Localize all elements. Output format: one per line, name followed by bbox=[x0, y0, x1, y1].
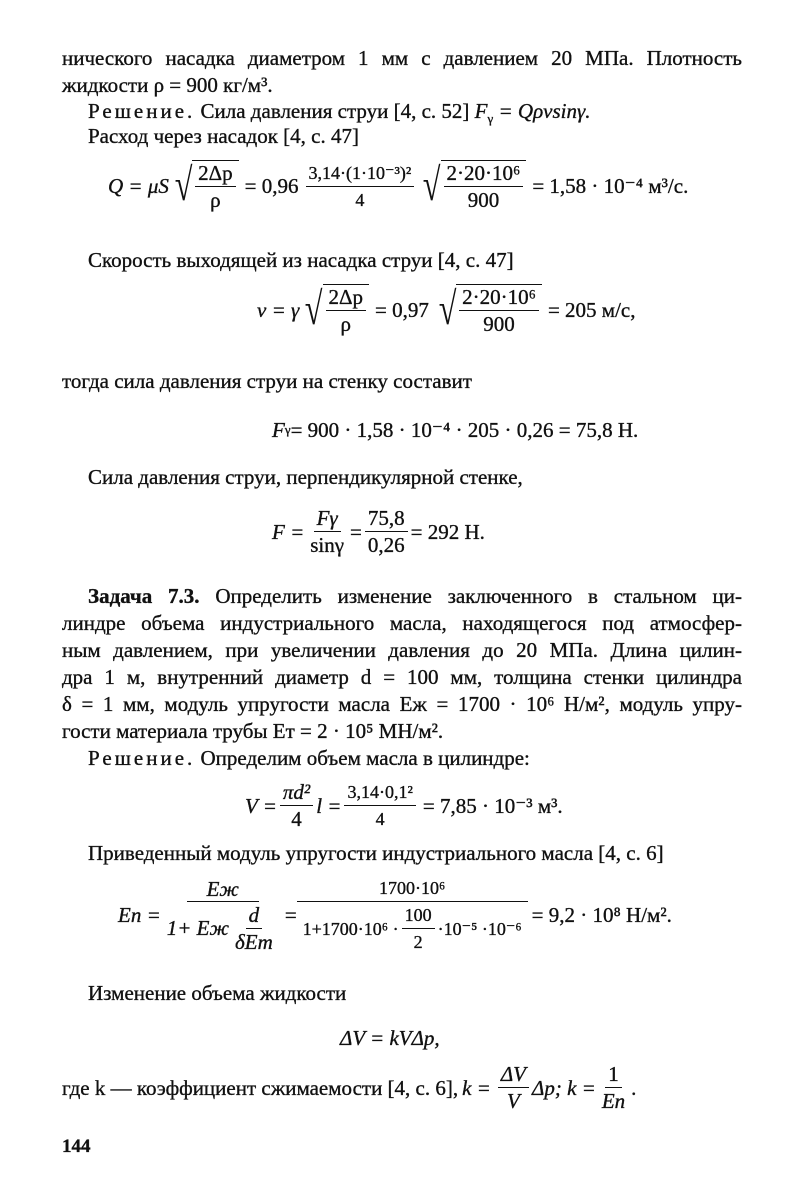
formula-text: = bbox=[284, 903, 297, 927]
formula-text: k = bbox=[462, 1075, 491, 1100]
numerator: 2·20·10⁶ bbox=[444, 161, 524, 187]
sqrt: √ $\frac{2\Delta p}{\rho}$ bbox=[171, 160, 239, 212]
formula-text: = 0,97 bbox=[375, 298, 429, 322]
formula-text: ΔV = kVΔp, bbox=[340, 1026, 440, 1050]
text-line: нического насадка диаметром 1 мм с давлением 20 МПа. Плотность bbox=[62, 46, 742, 70]
formula-result: = 292 Н. bbox=[410, 519, 485, 544]
formula-flow-rate bbox=[108, 160, 692, 212]
formula-text: Δp; k = bbox=[532, 1075, 596, 1100]
page-number: 144 bbox=[62, 1136, 91, 1157]
denominator: 0,26 bbox=[367, 533, 405, 557]
formula-result: = 7,85 · 10⁻³ м³. bbox=[422, 793, 563, 818]
denominator: ρ bbox=[340, 312, 352, 336]
numerator: ΔV bbox=[498, 1062, 529, 1088]
numerator: 1700·10⁶ bbox=[297, 876, 528, 902]
formula-text: V = bbox=[245, 793, 277, 818]
sqrt: √ $\frac{2\Delta p}{\rho}$ bbox=[301, 284, 369, 336]
text: где k — коэффициент сжимаемости [4, с. 6], bbox=[62, 1075, 459, 1100]
numerator: 3,14·(1·10⁻³)² bbox=[306, 161, 415, 187]
denominator: 2 bbox=[413, 932, 423, 952]
formula-text: = 0,96 bbox=[244, 174, 299, 198]
numerator: 1 bbox=[605, 1062, 622, 1088]
text-line: тогда сила давления струи на стенку составит bbox=[62, 369, 472, 393]
numerator: πd² bbox=[280, 780, 313, 806]
solution-label: Решение. bbox=[88, 99, 196, 123]
text-line: дра 1 м, внутренний диаметр d = 100 мм, толщина стенки цилиндра bbox=[62, 665, 742, 689]
numerator: 2·20·10⁶ bbox=[459, 285, 539, 311]
numerator: Fγ bbox=[314, 506, 341, 532]
text-line: Скорость выходящей из насадка струи [4, с. 47] bbox=[88, 248, 514, 272]
sqrt: √ $\frac{\text{2·20·10⁶}}{900}$ bbox=[419, 160, 526, 212]
numerator: 75,8 bbox=[365, 506, 408, 532]
text-line: жидкости ρ = 900 кг/м³. bbox=[62, 73, 273, 97]
denominator: ρ bbox=[210, 188, 221, 212]
text: Сила давления струи [4, с. 52] bbox=[195, 99, 475, 123]
solution-label: Решение. bbox=[88, 746, 196, 770]
formula-result: = 9,2 · 10⁸ Н/м². bbox=[531, 903, 672, 927]
formula-text: v = γ bbox=[257, 298, 300, 322]
denominator: 4 bbox=[375, 809, 385, 829]
denominator: 4 bbox=[291, 807, 302, 831]
text-line bbox=[88, 583, 742, 609]
denominator: Eп bbox=[601, 1089, 626, 1113]
formula-text: . bbox=[631, 1075, 637, 1100]
formula-text: F bbox=[272, 418, 285, 442]
formula-result: = 205 м/с, bbox=[547, 298, 636, 322]
text: F bbox=[474, 99, 488, 123]
numerator: 2Δp bbox=[326, 285, 367, 311]
numerator: d bbox=[246, 903, 263, 929]
formula-volume-change bbox=[340, 1026, 440, 1050]
numerator: 100 bbox=[402, 903, 435, 929]
text-line: Приведенный модуль упругости индустриального масла [4, с. 6] bbox=[88, 841, 664, 865]
text-line: гости материала трубы Eт = 2 · 10⁵ МН/м². bbox=[62, 719, 444, 743]
numerator: Eж bbox=[187, 877, 259, 902]
formula-text: = bbox=[350, 519, 362, 544]
problem-label: Задача 7.3. bbox=[88, 584, 200, 608]
sqrt: √ $\frac{\text{2·20·10⁶}}{900}$ bbox=[435, 284, 542, 336]
formula-jet-force bbox=[272, 418, 638, 442]
text-line: δ = 1 мм, модуль упругости масла Eж = 1700 · 10⁶ Н/м², модуль упру- bbox=[62, 692, 742, 716]
formula-velocity bbox=[257, 284, 640, 336]
text: = Qρvsinγ. bbox=[493, 99, 591, 123]
formula-text: 1+ Eж bbox=[166, 916, 230, 940]
text: γ bbox=[487, 111, 494, 127]
formula-text: 1+1700·10⁶ · bbox=[302, 918, 399, 939]
text-line: Изменение объема жидкости bbox=[88, 981, 347, 1005]
formula-text: F = bbox=[272, 519, 305, 544]
formula-volume bbox=[245, 780, 567, 831]
formula-text: ·10⁻⁵ ·10⁻⁶ bbox=[437, 918, 522, 939]
formula-text: Eп = bbox=[118, 903, 161, 927]
formula-text: γ bbox=[284, 422, 291, 437]
text-line bbox=[88, 745, 742, 771]
text: Определим объем масла в цилиндре: bbox=[195, 746, 530, 770]
numerator: 2Δp bbox=[195, 161, 236, 187]
denominator: 900 bbox=[467, 188, 500, 212]
denominator: 900 bbox=[483, 312, 515, 336]
formula-compressibility-line bbox=[62, 1062, 636, 1113]
formula-text: = 900 · 1,58 · 10⁻⁴ · 205 · 0,26 = 75,8 Н. bbox=[290, 418, 639, 442]
formula-perpendicular-force bbox=[272, 506, 485, 557]
formula-result: = 1,58 · 10⁻⁴ м³/с. bbox=[532, 174, 689, 198]
formula-reduced-modulus bbox=[118, 876, 676, 954]
text-line: линдре объема индустриального масла, находящегося под атмосфер- bbox=[62, 611, 742, 635]
numerator: 3,14·0,1² bbox=[344, 780, 415, 806]
text: Определить изменение заключенного в стальном ци- bbox=[199, 584, 742, 608]
text-line: Расход через насадок [4, с. 47] bbox=[88, 124, 359, 148]
text-line: ным давлением, при увеличении давления до 20 МПа. Длина цилин- bbox=[62, 638, 742, 662]
formula-text: l = bbox=[316, 793, 342, 818]
text-line: Сила давления струи, перпендикулярной стенке, bbox=[88, 465, 523, 489]
formula-text: Q = μS bbox=[108, 174, 169, 198]
denominator: sinγ bbox=[310, 533, 345, 557]
denominator: δEт bbox=[235, 929, 273, 954]
denominator: V bbox=[507, 1089, 520, 1113]
denominator: 4 bbox=[355, 189, 365, 210]
